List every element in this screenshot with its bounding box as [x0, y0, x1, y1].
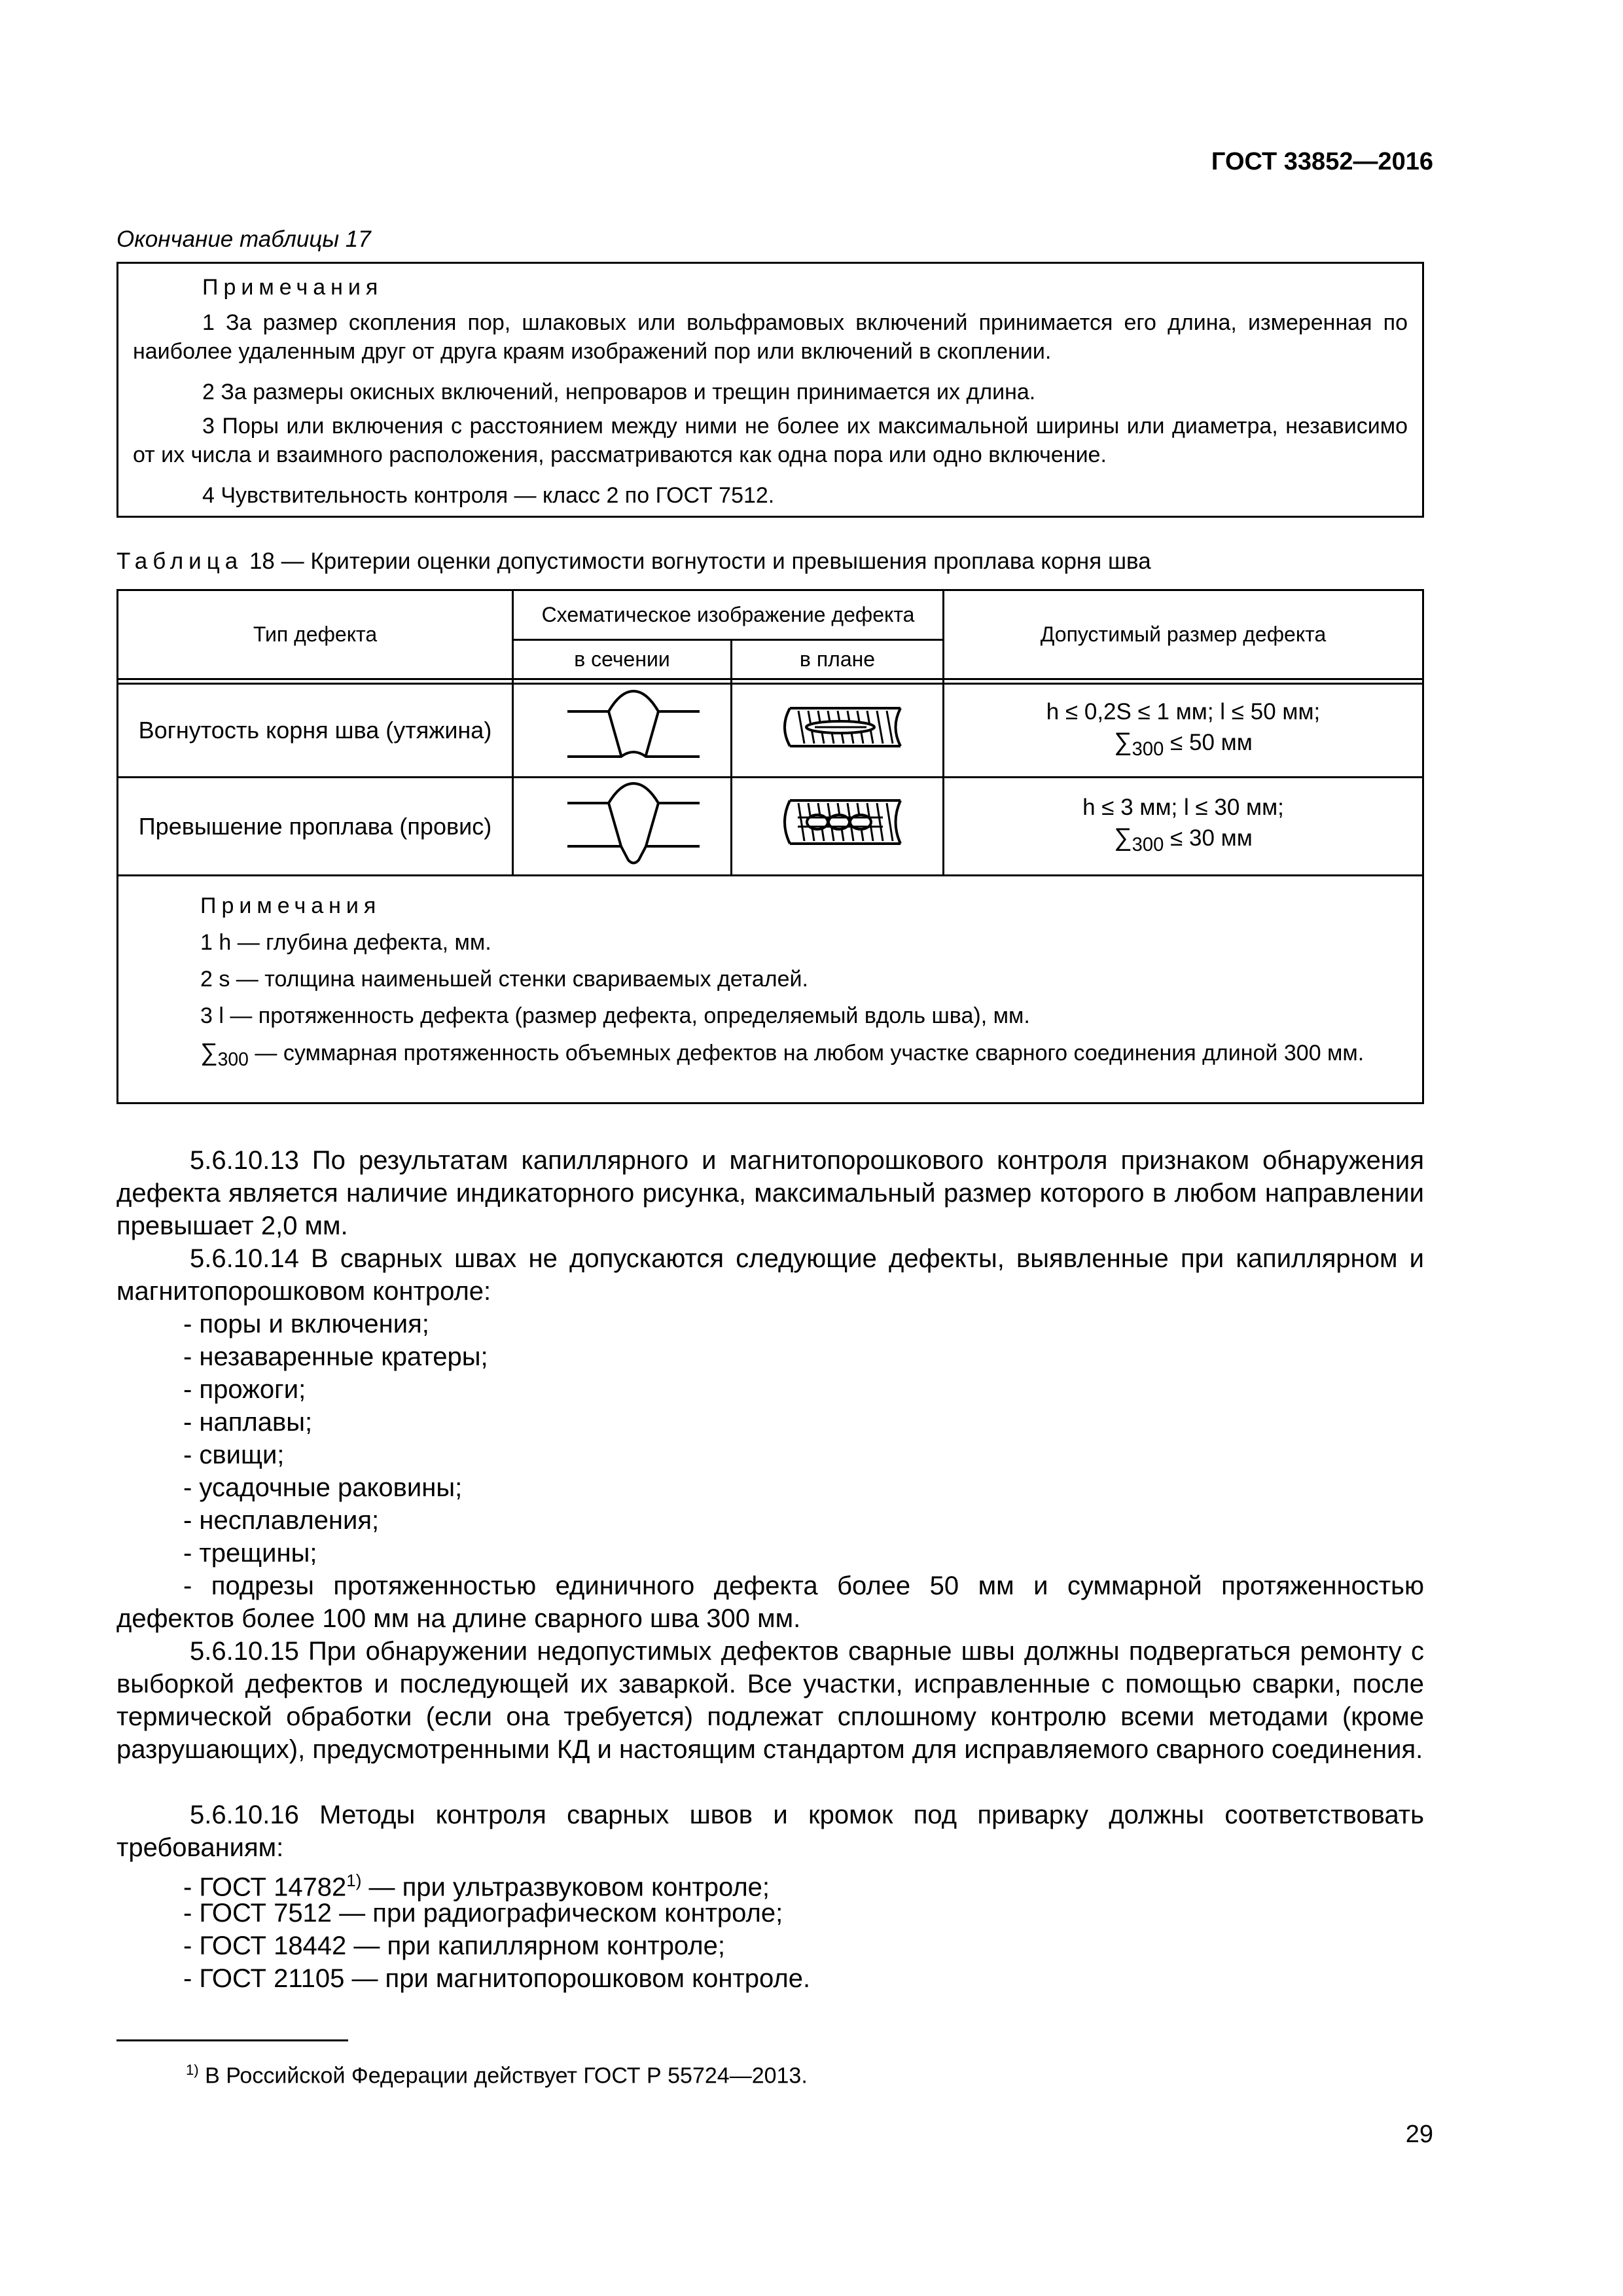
row2-size-line2: $\sum_{300} \le 30$ мм	[1114, 823, 1253, 855]
paragraph-5-6-10-13: 5.6.10.13 По результатам капиллярного и магнитопорошкового контроля признаком обнаружения дефекта является наличие индикаторного рисунка, максимальный размер которого в любом направлении превышает 2,0 мм.	[116, 1146, 1424, 1240]
note-2: 2 За размеры окисных включений, непроваров и трещин принимается их длина.	[202, 380, 1036, 404]
row2-defect-type: Превышение проплава (провис)	[138, 812, 492, 840]
list-item: - усадочные раковины;	[183, 1473, 463, 1502]
list-item: - прожоги;	[183, 1375, 306, 1404]
note-4: 4 Чувствительность контроля — класс 2 по ГОСТ 7512.	[202, 483, 775, 508]
footnote: $^{1)}$ В Российской Федерации действует ГОСТ Р 55724—2013.	[186, 2062, 808, 2089]
list-item: - ГОСТ 7512 — при радиографическом контроле;	[183, 1899, 783, 1928]
list-item: - ГОСТ 21105 — при магнитопорошковом контроле.	[183, 1964, 811, 1993]
table17-notes	[116, 262, 1424, 518]
list-item: - несплавления;	[183, 1506, 380, 1535]
list-item: - поры и включения;	[183, 1310, 429, 1338]
header-section: в сечении	[574, 647, 670, 671]
header-defect-type: Тип дефекта	[253, 622, 378, 646]
header-allowed-size: Допустимый размер дефекта	[1040, 622, 1327, 646]
row2-size-line1: h ≤ 3 мм; l ≤ 30 мм;	[1082, 795, 1284, 820]
header-plan: в плане	[799, 647, 876, 671]
table18-note-2: 2 s — толщина наименьшей стенки свариваемых деталей.	[200, 967, 808, 992]
list-item: - наплавы;	[183, 1408, 313, 1437]
note-3: 3 Поры или включения с расстоянием между ними не более их максимальной ширины или диаметра, независимо от их числа и взаимного расположения, рассматриваются как одна пора или одно включение.	[133, 414, 1408, 467]
list-item: - ГОСТ 14782$^{1)}$ — при ультразвуковом контроле;	[183, 1871, 770, 1902]
paragraph-5-6-10-16: 5.6.10.16 Методы контроля сварных швов и кромок под приварку должны соответствовать требованиям:	[116, 1801, 1424, 1862]
table18-note-3: 3 l — протяженность дефекта (размер дефекта, определяемый вдоль шва), мм.	[200, 1003, 1030, 1028]
paragraph-5-6-10-14: 5.6.10.14 В сварных швах не допускаются следующие дефекты, выявленные при капиллярном и магнитопорошковом контроле:	[116, 1244, 1424, 1306]
row2-section-diagram	[514, 778, 730, 874]
header-schematic: Схематическое изображение дефекта	[541, 603, 915, 626]
list-item: - незаваренные кратеры;	[183, 1342, 488, 1371]
table18-notes-heading: Примечания	[200, 893, 382, 918]
page-number: 29	[1405, 2121, 1433, 2148]
list-item: - свищи;	[183, 1441, 285, 1469]
document-id: ГОСТ 33852—2016	[1211, 148, 1433, 175]
paragraph-5-6-10-15: 5.6.10.15 При обнаружении недопустимых дефектов сварные швы должны подвергаться ремонту с выборкой дефектов и последующей их заваркой. Все участки, исправленные с помощью сварки, после термической обработки (если она требуется) подлежат сплошному контролю всеми методами (кроме разрушающих), предусмотренными КД и настоящим стандартом для исправляемого сварного соединения.	[116, 1637, 1424, 1764]
table18	[116, 589, 1424, 1104]
table18-note-1: 1 h — глубина дефекта, мм.	[200, 930, 491, 955]
notes-heading: Примечания	[202, 275, 383, 300]
row1-size-line1: h ≤ 0,2S ≤ 1 мм; l ≤ 50 мм;	[1046, 698, 1321, 725]
table18-caption: Таблица 18 — Критерии оценки допустимости вогнутости и превышения проплава корня шва	[116, 548, 1151, 574]
row1-size-line2: $\sum_{300} \le 50$ мм	[1114, 727, 1253, 760]
table18-note-4: $\sum_{300}$ — суммарная протяженность объемных дефектов на любом участке сварного соединения длиной 300 мм.	[200, 1038, 1364, 1070]
row1-plan-diagram	[732, 685, 942, 776]
list-item: - ГОСТ 18442 — при капиллярном контроле;	[183, 1931, 725, 1960]
list-item: - подрезы протяженностью единичного дефекта более 50 мм и суммарной протяженностью дефектов более 100 мм на длине сварного шва 300 мм.	[116, 1571, 1424, 1633]
row1-defect-type: Вогнутость корня шва (утяжина)	[138, 717, 492, 744]
list-item: - трещины;	[183, 1539, 317, 1568]
note-1: 1 За размер скопления пор, шлаковых или вольфрамовых включений принимается его длина, измеренная по наиболее удаленным друг от друга краям изображений пор или включений в скоплении.	[133, 310, 1408, 364]
footnote-rule	[116, 2039, 348, 2041]
row1-section-diagram	[514, 685, 730, 776]
row2-plan-diagram	[732, 778, 942, 874]
row1-allowed-size	[944, 685, 1422, 776]
row2-allowed-size	[944, 778, 1422, 874]
table-continuation-label: Окончание таблицы 17	[116, 226, 371, 252]
